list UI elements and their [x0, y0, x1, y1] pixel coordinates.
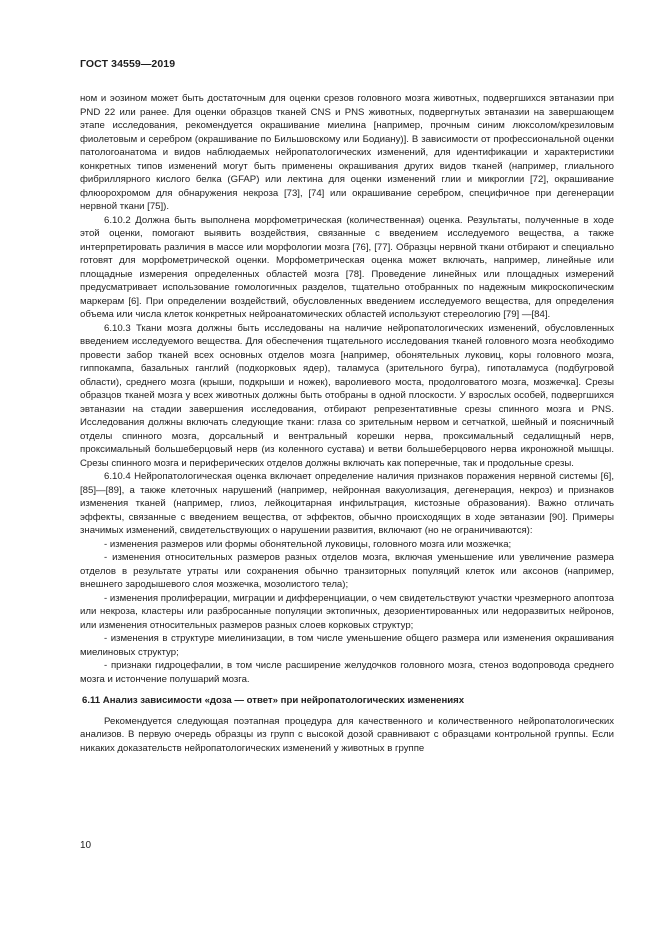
- page-number: 10: [80, 840, 92, 851]
- list-item: - изменения в структуре миелинизации, в том числе уменьшение общего размера или изменения окрашивания миелиновых структур;: [80, 633, 614, 658]
- list-item: - изменения размеров или формы обонятельной луковицы, головного мозга или мозжечка;: [104, 538, 512, 550]
- document-body: [80, 92, 614, 755]
- list-item: - изменения пролиферации, миграции и дифференциации, о чем свидетельствуют участки чрезмерного апоптоза или некроза, кластеры или разбросанные популяции эктопичных, дезориентированных или недоразвитых нейронов, или изменения относительных размеров разных слоев корковых структур;: [80, 592, 614, 631]
- paragraph-6-10-3: 6.10.3 Ткани мозга должны быть исследованы на наличие нейропатологических изменений, обусловленных введением исследуемого вещества. Для обеспечения тщательного исследования тканей головного мозга необходимо провести забор тканей всех основных отделов мозга [например, обонятельных луковиц, коры головного мозга, гиппокампа, базальных ганглий (подкорковых ядер), таламуса (зрительного бугра), гипоталамуса (подбугровой области), среднего мозга (крыши, подкрыши и ножек), варолиевого моста, продолговатого мозга, мозжечка]. Срезы образцов тканей мозга у всех животных должны быть отобраны в одной плоскости. У взрослых особей, подвергшихся эвтаназии на стадии завершения исследования, отбирают репрезентативные срезы спинного мозга и PNS. Исследования должны включать следующие ткани: глаза со зрительным нервом и сетчаткой, шейный и поясничный отделы спинного мозга, дорсальный и вентральный корешки нерва, проксимальный седалищный нерв, проксимальный большеберцовый нерв (из коленного сустава) и ветви большеберцового нерва икроножной мышцы. Срезы спинного мозга и периферических отделов должны включать как поперечные, так и продольные срезы.: [80, 322, 614, 469]
- list-item: - признаки гидроцефалии, в том числе расширение желудочков головного мозга, стеноз водопровода среднего мозга и истончение полушарий мозга.: [80, 660, 614, 685]
- document-header: ГОСТ 34559—2019: [80, 58, 176, 70]
- list-item: - изменения относительных размеров разных отделов мозга, включая уменьшение или увеличение размера отделов в результате утраты или сохранения обычно транзиторных популяций клеток или аксонов (например, внешнего зародышевого слоя мозжечка, мозолистого тела);: [80, 552, 614, 590]
- paragraph-6-10-2: 6.10.2 Должна быть выполнена морфометрическая (количественная) оценка. Результаты, полученные в ходе этой оценки, помогают выявить воздействия, связанные с введением исследуемого вещества, а также интерпретировать различия в массе или морфологии мозга [76], [77]. Образцы нервной ткани отбирают и специально готовят для морфометрической оценки. Морфометрическая оценка может включать, например, линейные или площадные измерения определенных областей мозга [78]. Проведение линейных или площадных измерений предусматривает использование гомологичных разделов, тщательно отобранных по надежным микроскопическим маркерам [6]. При определении воздействий, обусловленных введением исследуемого вещества, для определения объема или числа клеток конкретных нейроанатомических областей используют стереологию [79] —[84].: [80, 214, 614, 320]
- paragraph-6-11: Рекомендуется следующая поэтапная процедура для качественного и количественного нейропатологических анализов. В первую очередь образцы из групп с высокой дозой сравнивают с образцами контрольной группы. Если никаких доказательств нейропатологических изменений у животных в группе: [80, 715, 614, 754]
- section-heading: 6.11 Анализ зависимости «доза — ответ» при нейропатологических изменениях: [82, 695, 465, 706]
- paragraph-6-10-4: 6.10.4 Нейропатологическая оценка включает определение наличия признаков поражения нервной системы [6], [85]—[89], а также клеточных нарушений (например, нейронная вакуолизация, дегенерация, некроз) и признаков изменения тканей (например, глиоз, лейкоцитарная инфильтрация, кистозные образования). Важно отличать эффекты, связанные с введением вещества, от эффектов, обычно происходящих в ходе эвтаназии [90]. Примеры значимых изменений, свидетельствующих о нарушении развития, включают (но не ограничиваются):: [80, 471, 614, 536]
- paragraph-continuation: ном и эозином может быть достаточным для оценки срезов головного мозга животных, подвергшихся эвтаназии при PND 22 или ранее. Для оценки образцов тканей CNS и PNS животных, подвергнутых эвтаназии на завершающем этапе исследования, рекомендуется окрашивание миелина [например, прочным синим люксолом/крезиловым фиолетовым и серебром (окрашивание по Бильшовскому или Бодиану)]. В зависимости от профессиональной оценки патологоанатома и видов наблюдаемых нейропатологических изменений, для идентификации и характеристики конкретных типов изменений могут быть применены окрашивания других видов тканей (например, глиального фибриллярного кислого белка (GFAP) или лектина для оценки изменений глии и микроглии [72], окрашивание флюорохромом для обнаружения некроза [73], [74] или окрашивание серебром, специфичное при дегенерации нервной ткани [75]).: [80, 93, 614, 212]
